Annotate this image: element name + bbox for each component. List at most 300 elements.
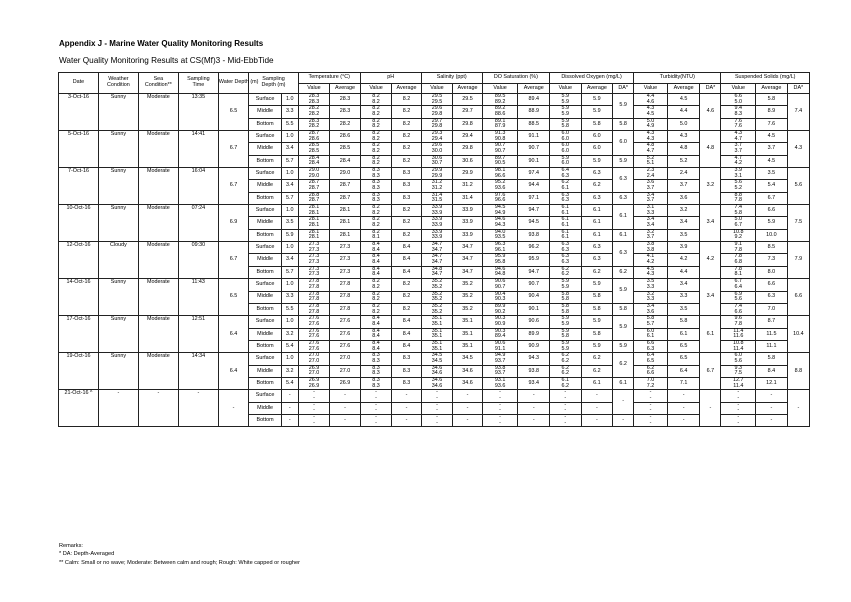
cell-level: Bottom — [249, 377, 282, 389]
cell-ph-average: 8.2 — [392, 291, 421, 303]
cell-dosat-values: 90.3 90.9 — [482, 316, 518, 328]
cell-salinity-average: 35.2 — [453, 279, 482, 291]
cell-ph-average: 8.3 — [392, 192, 421, 204]
cell-do-values: 6.2 6.1 — [550, 180, 582, 192]
cell-temp-average: 27.6 — [330, 316, 360, 328]
cell-do-average: 6.1 — [581, 205, 613, 217]
table-title: Water Quality Monitoring Results at CS(Mf)3 - Mid-EbbTide — [59, 56, 274, 65]
cell-do-average: 5.8 — [581, 303, 613, 315]
cell-weather: Sunny — [98, 205, 138, 242]
cell-ss-values: - - — [721, 390, 756, 402]
cell-ss-da: 4.3 — [787, 131, 809, 168]
cell-do-average: 6.3 — [581, 254, 613, 266]
cell-turbidity-average: - — [667, 414, 700, 426]
cell-ss-average: 8.7 — [756, 316, 788, 328]
cell-ss-values: 10.8 11.4 — [721, 340, 756, 352]
cell-temp-values: 27.6 27.6 — [298, 316, 330, 328]
subheader-value: Value — [360, 84, 392, 94]
cell-dosat-average: 93.4 — [518, 377, 550, 389]
cell-ss-average: 8.5 — [756, 242, 788, 254]
cell-sampling-depth: 1.0 — [281, 94, 298, 106]
cell-ph-average: 8.3 — [392, 377, 421, 389]
cell-dosat-values: 97.6 96.6 — [482, 192, 518, 204]
cell-ph-average: 8.2 — [392, 143, 421, 155]
cell-temp-average: 28.7 — [330, 192, 360, 204]
cell-temp-average: - — [330, 414, 360, 426]
header-sea: Sea Condition** — [138, 73, 178, 94]
cell-temp-average: 27.0 — [330, 353, 360, 365]
cell-ph-values: 8.3 8.3 — [360, 377, 392, 389]
table-row — [59, 94, 810, 106]
cell-ph-average: 8.4 — [392, 242, 421, 254]
cell-temp-values: 28.3 28.2 — [298, 118, 330, 130]
cell-dosat-average: 94.3 — [518, 353, 550, 365]
cell-ph-values: 8.2 8.2 — [360, 131, 392, 143]
cell-ss-values: 7.6 7.6 — [721, 118, 756, 130]
cell-temp-values: - - — [298, 402, 330, 414]
cell-water-depth: 6.7 — [218, 242, 248, 279]
cell-ss-average: 11.1 — [756, 340, 788, 352]
cell-sampling-depth: 5.4 — [281, 377, 298, 389]
cell-turbidity-average: 3.6 — [667, 192, 700, 204]
cell-dosat-average: 88.9 — [518, 106, 550, 118]
cell-turbidity-values: 5.2 5.1 — [634, 155, 668, 167]
cell-turbidity-average: 5.8 — [667, 316, 700, 328]
cell-do-values: 6.3 6.3 — [550, 192, 582, 204]
cell-dosat-values: 89.5 89.2 — [482, 94, 518, 106]
cell-dosat-values: 94.6 94.8 — [482, 266, 518, 278]
cell-turbidity-average: 6.5 — [667, 340, 700, 352]
cell-do-values: 5.9 5.8 — [550, 328, 582, 340]
cell-do-da: 6.3 — [613, 242, 634, 267]
cell-sea-condition: - — [138, 390, 178, 427]
cell-salinity-values: 34.5 34.5 — [421, 353, 453, 365]
cell-salinity-values: - - — [421, 390, 453, 402]
cell-ph-average: - — [392, 390, 421, 402]
cell-sampling-depth: - — [281, 402, 298, 414]
cell-level: Middle — [249, 143, 282, 155]
cell-date: 14-Oct-16 — [59, 279, 99, 316]
cell-temp-values: 28.7 28.6 — [298, 131, 330, 143]
cell-temp-values: 27.8 27.8 — [298, 291, 330, 303]
cell-turbidity-values: 3.4 3.4 — [634, 217, 668, 229]
cell-weather: Sunny — [98, 94, 138, 131]
cell-sampling-time: 16:04 — [178, 168, 218, 205]
cell-do-da: 6.1 — [613, 205, 634, 230]
cell-do-values: 5.8 5.8 — [550, 291, 582, 303]
cell-salinity-values: 33.9 33.9 — [421, 205, 453, 217]
cell-turbidity-values: - - — [634, 414, 668, 426]
cell-salinity-average: 35.2 — [453, 291, 482, 303]
cell-sea-condition: Moderate — [138, 353, 178, 390]
cell-ss-values: 3.7 3.7 — [721, 143, 756, 155]
cell-sampling-depth: 5.5 — [281, 118, 298, 130]
cell-ss-average: 3.5 — [756, 168, 788, 180]
cell-ph-average: 8.3 — [392, 365, 421, 377]
cell-sampling-depth: 3.3 — [281, 106, 298, 118]
cell-salinity-average: 33.9 — [453, 205, 482, 217]
remarks-title: Remarks: — [59, 543, 83, 549]
cell-ph-values: 8.2 8.2 — [360, 303, 392, 315]
cell-temp-average: 28.3 — [330, 106, 360, 118]
cell-ph-average: 8.4 — [392, 328, 421, 340]
cell-level: Middle — [249, 328, 282, 340]
cell-level: Bottom — [249, 340, 282, 352]
cell-dosat-values: 90.3 89.4 — [482, 328, 518, 340]
cell-dosat-average: 93.8 — [518, 365, 550, 377]
subheader-da: DA* — [787, 84, 809, 94]
cell-dosat-values: 95.2 93.6 — [482, 180, 518, 192]
cell-salinity-average: 34.7 — [453, 266, 482, 278]
table-row — [59, 242, 810, 254]
cell-salinity-average: 35.2 — [453, 303, 482, 315]
cell-ss-average: 6.7 — [756, 192, 788, 204]
cell-level: Middle — [249, 402, 282, 414]
cell-ss-average: 6.3 — [756, 291, 788, 303]
cell-do-average: 6.3 — [581, 168, 613, 180]
cell-level: Bottom — [249, 118, 282, 130]
cell-temp-values: 27.0 27.0 — [298, 353, 330, 365]
cell-temp-average: 27.8 — [330, 279, 360, 291]
subheader-average: Average — [518, 84, 550, 94]
cell-ph-values: 8.3 8.3 — [360, 168, 392, 180]
header-sampling-depth: Sampling Depth (m) — [249, 73, 298, 94]
cell-level: Middle — [249, 217, 282, 229]
cell-do-values: 6.2 6.2 — [550, 365, 582, 377]
cell-sampling-time: 13:35 — [178, 94, 218, 131]
cell-date: 5-Oct-16 — [59, 131, 99, 168]
cell-dosat-average: 97.1 — [518, 192, 550, 204]
cell-ph-values: 8.2 8.2 — [360, 205, 392, 217]
cell-ph-values: 8.2 8.2 — [360, 155, 392, 167]
cell-ss-average: 5.9 — [756, 217, 788, 229]
cell-dosat-average: 94.4 — [518, 180, 550, 192]
cell-do-average: 5.9 — [581, 155, 613, 167]
cell-dosat-values: 93.8 93.7 — [482, 365, 518, 377]
cell-ss-da: 6.6 — [787, 279, 809, 316]
subheader-average: Average — [330, 84, 360, 94]
cell-ss-da: 7.9 — [787, 242, 809, 279]
cell-dosat-average: 90.1 — [518, 155, 550, 167]
cell-salinity-values: 33.9 33.9 — [421, 217, 453, 229]
cell-ss-average: 5.8 — [756, 353, 788, 365]
cell-turbidity-average: - — [667, 402, 700, 414]
subheader-average: Average — [667, 84, 700, 94]
cell-ss-average: 12.1 — [756, 377, 788, 389]
cell-do-average: 6.2 — [581, 353, 613, 365]
cell-do-average: 6.2 — [581, 266, 613, 278]
cell-ss-da: 8.8 — [787, 353, 809, 390]
cell-level: Bottom — [249, 266, 282, 278]
cell-do-average: 5.9 — [581, 340, 613, 352]
cell-level: Bottom — [249, 414, 282, 426]
cell-ss-values: 11.4 11.6 — [721, 328, 756, 340]
cell-dosat-values: 95.9 95.8 — [482, 254, 518, 266]
cell-temp-average: 28.4 — [330, 155, 360, 167]
cell-ss-da: 7.4 — [787, 94, 809, 131]
cell-do-values: 6.3 6.3 — [550, 242, 582, 254]
cell-turbidity-average: 4.8 — [667, 143, 700, 155]
cell-salinity-values: 29.6 29.8 — [421, 106, 453, 118]
cell-dosat-average: 90.6 — [518, 316, 550, 328]
cell-level: Surface — [249, 242, 282, 254]
cell-temp-values: 28.1 28.1 — [298, 229, 330, 241]
cell-turbidity-average: 3.5 — [667, 229, 700, 241]
cell-sampling-time: 14:41 — [178, 131, 218, 168]
cell-do-average: 6.1 — [581, 229, 613, 241]
cell-turbidity-values: 3.2 3.3 — [634, 291, 668, 303]
cell-salinity-values: 34.7 34.7 — [421, 242, 453, 254]
cell-do-average: 5.8 — [581, 328, 613, 340]
cell-salinity-values: 31.2 31.2 — [421, 180, 453, 192]
cell-do-values: 6.1 6.2 — [550, 377, 582, 389]
cell-ph-values: 8.2 8.2 — [360, 94, 392, 106]
cell-turbidity-average: 3.3 — [667, 291, 700, 303]
cell-ss-values: 5.6 5.2 — [721, 180, 756, 192]
cell-ss-values: 7.4 5.8 — [721, 205, 756, 217]
header-suspended-solids: Suspended Solids (mg/L) — [721, 73, 810, 84]
cell-sampling-depth: 5.5 — [281, 303, 298, 315]
cell-turbidity-average: 3.4 — [667, 217, 700, 229]
subheader-average: Average — [756, 84, 788, 94]
cell-ss-da: 5.6 — [787, 168, 809, 205]
table-row — [59, 353, 810, 365]
cell-do-da-bottom: 5.8 — [613, 303, 634, 315]
cell-dosat-average: 88.5 — [518, 118, 550, 130]
cell-level: Surface — [249, 353, 282, 365]
cell-do-da-bottom: 5.9 — [613, 155, 634, 167]
cell-sampling-depth: 3.5 — [281, 217, 298, 229]
cell-dosat-values: - - — [482, 402, 518, 414]
cell-turbidity-average: 4.2 — [667, 254, 700, 266]
cell-salinity-average: 35.1 — [453, 328, 482, 340]
cell-turbidity-average: 5.0 — [667, 118, 700, 130]
cell-ph-values: - - — [360, 402, 392, 414]
cell-weather: Sunny — [98, 353, 138, 390]
cell-sampling-time: 12:51 — [178, 316, 218, 353]
cell-temp-average: 28.1 — [330, 229, 360, 241]
cell-date: 3-Oct-16 — [59, 94, 99, 131]
cell-dosat-values: - - — [482, 390, 518, 402]
cell-weather: Sunny — [98, 131, 138, 168]
cell-dosat-values: 89.9 90.2 — [482, 303, 518, 315]
cell-turbidity-values: 3.8 3.8 — [634, 242, 668, 254]
cell-temp-average: 27.3 — [330, 254, 360, 266]
cell-sampling-depth: 3.4 — [281, 254, 298, 266]
cell-salinity-average: 34.6 — [453, 365, 482, 377]
cell-ss-values: 4.3 4.7 — [721, 131, 756, 143]
cell-turbidity-values: - - — [634, 390, 668, 402]
cell-dosat-average: 94.7 — [518, 266, 550, 278]
cell-sampling-depth: 3.4 — [281, 180, 298, 192]
cell-turbidity-average: 4.3 — [667, 131, 700, 143]
cell-do-values: - - — [550, 414, 582, 426]
cell-temp-average: 27.6 — [330, 328, 360, 340]
cell-ph-average: 8.4 — [392, 340, 421, 352]
cell-ss-average: 3.7 — [756, 143, 788, 155]
cell-temp-values: 28.8 28.7 — [298, 192, 330, 204]
cell-do-da-bottom: 5.8 — [613, 118, 634, 130]
cell-turbidity-average: 3.5 — [667, 303, 700, 315]
cell-salinity-average: 29.8 — [453, 118, 482, 130]
cell-do-average: 6.0 — [581, 131, 613, 143]
cell-temp-values: 28.5 28.5 — [298, 143, 330, 155]
cell-sampling-depth: 1.0 — [281, 131, 298, 143]
cell-turbidity-values: - - — [634, 402, 668, 414]
header-date: Date — [59, 73, 99, 94]
cell-turbidity-values: 4.3 4.3 — [634, 131, 668, 143]
cell-ss-values: - - — [721, 402, 756, 414]
subheader-value: Value — [721, 84, 756, 94]
cell-turbidity-average: 3.9 — [667, 242, 700, 254]
cell-salinity-values: 33.9 33.9 — [421, 229, 453, 241]
cell-ss-average: - — [756, 402, 788, 414]
cell-sampling-time: 11:43 — [178, 279, 218, 316]
cell-do-da-bottom: 6.1 — [613, 377, 634, 389]
cell-salinity-values: 35.2 35.2 — [421, 279, 453, 291]
cell-ss-values: 9.1 7.8 — [721, 242, 756, 254]
cell-ss-average: 7.6 — [756, 118, 788, 130]
cell-temp-average: 28.3 — [330, 94, 360, 106]
cell-ss-da: 7.5 — [787, 205, 809, 242]
cell-turbidity-values: 6.0 6.1 — [634, 328, 668, 340]
cell-level: Surface — [249, 390, 282, 402]
cell-weather: Sunny — [98, 279, 138, 316]
cell-salinity-average: - — [453, 414, 482, 426]
cell-ph-values: 8.4 8.4 — [360, 266, 392, 278]
cell-do-average: 6.2 — [581, 180, 613, 192]
header-water-depth: Water Depth (m) — [218, 73, 248, 94]
cell-weather: Sunny — [98, 168, 138, 205]
cell-dosat-values: 89.7 90.5 — [482, 155, 518, 167]
cell-do-da: 6.2 — [613, 353, 634, 378]
cell-temp-average: 27.6 — [330, 340, 360, 352]
cell-salinity-values: 34.8 34.7 — [421, 266, 453, 278]
cell-do-da-bottom: 6.1 — [613, 229, 634, 241]
cell-turbidity-da: 6.1 — [700, 316, 721, 353]
cell-ph-average: 8.3 — [392, 353, 421, 365]
cell-do-values: 6.1 6.1 — [550, 205, 582, 217]
cell-ph-average: 8.2 — [392, 106, 421, 118]
cell-temp-average: 28.1 — [330, 205, 360, 217]
cell-level: Bottom — [249, 303, 282, 315]
cell-do-da: - — [613, 390, 634, 415]
cell-ss-values: 7.8 8.1 — [721, 266, 756, 278]
cell-sampling-depth: 5.9 — [281, 229, 298, 241]
cell-turbidity-average: 4.4 — [667, 266, 700, 278]
cell-ss-values: 10.8 9.2 — [721, 229, 756, 241]
cell-do-values: 6.2 6.2 — [550, 353, 582, 365]
subheader-average: Average — [581, 84, 613, 94]
cell-do-values: 5.9 5.9 — [550, 340, 582, 352]
cell-salinity-average: 29.5 — [453, 94, 482, 106]
cell-do-values: 5.9 5.9 — [550, 316, 582, 328]
cell-temp-values: 26.9 26.9 — [298, 377, 330, 389]
cell-ss-average: 4.5 — [756, 155, 788, 167]
cell-sea-condition: Moderate — [138, 168, 178, 205]
cell-temp-average: 28.7 — [330, 180, 360, 192]
cell-dosat-values: 94.6 94.3 — [482, 217, 518, 229]
cell-temp-values: 27.8 27.8 — [298, 303, 330, 315]
cell-temp-average: 27.3 — [330, 266, 360, 278]
cell-ss-average: 7.3 — [756, 254, 788, 266]
cell-ss-values: 6.9 5.6 — [721, 291, 756, 303]
cell-turbidity-average: 4.5 — [667, 94, 700, 106]
cell-sampling-depth: 3.2 — [281, 328, 298, 340]
cell-temp-average: 28.2 — [330, 118, 360, 130]
cell-do-values: - - — [550, 402, 582, 414]
cell-temp-values: - - — [298, 390, 330, 402]
cell-dosat-values: 98.1 96.6 — [482, 168, 518, 180]
cell-sampling-time: 07:24 — [178, 205, 218, 242]
cell-temp-average: 26.9 — [330, 377, 360, 389]
cell-do-average: 5.8 — [581, 118, 613, 130]
cell-do-average: 6.0 — [581, 143, 613, 155]
cell-turbidity-da: 4.2 — [700, 242, 721, 279]
cell-dosat-average: 90.4 — [518, 291, 550, 303]
header-do-saturation: DO Saturation (%) — [482, 73, 549, 84]
cell-ph-values: 8.3 8.3 — [360, 365, 392, 377]
cell-dosat-values: 94.0 93.5 — [482, 229, 518, 241]
cell-temp-average: 27.3 — [330, 242, 360, 254]
cell-temp-values: 28.1 28.1 — [298, 205, 330, 217]
cell-salinity-average: - — [453, 390, 482, 402]
cell-dosat-values: 91.3 90.8 — [482, 131, 518, 143]
cell-temp-values: 28.2 28.2 — [298, 106, 330, 118]
cell-temp-average: 28.1 — [330, 217, 360, 229]
cell-level: Middle — [249, 180, 282, 192]
cell-do-average: 5.8 — [581, 291, 613, 303]
cell-turbidity-average: 4.4 — [667, 106, 700, 118]
cell-do-values: 6.1 6.1 — [550, 217, 582, 229]
cell-do-values: 6.0 6.0 — [550, 143, 582, 155]
table-row — [59, 279, 810, 291]
cell-level: Surface — [249, 94, 282, 106]
cell-temp-values: 27.6 27.6 — [298, 328, 330, 340]
subheader-da: DA* — [700, 84, 721, 94]
cell-water-depth: 6.9 — [218, 205, 248, 242]
cell-dosat-average: 93.8 — [518, 229, 550, 241]
cell-ph-average: 8.4 — [392, 254, 421, 266]
cell-level: Surface — [249, 279, 282, 291]
cell-sea-condition: Moderate — [138, 131, 178, 168]
cell-temp-values: 28.7 28.7 — [298, 180, 330, 192]
cell-ph-average: 8.2 — [392, 155, 421, 167]
cell-level: Bottom — [249, 229, 282, 241]
cell-do-da: 5.9 — [613, 279, 634, 304]
subheader-da: DA* — [613, 84, 634, 94]
cell-ss-values: 9.4 8.3 — [721, 106, 756, 118]
cell-ss-da: - — [787, 390, 809, 427]
cell-ph-values: 8.2 8.2 — [360, 291, 392, 303]
cell-do-da: 6.3 — [613, 168, 634, 193]
cell-date: 7-Oct-16 — [59, 168, 99, 205]
cell-level: Middle — [249, 106, 282, 118]
cell-sampling-depth: 1.0 — [281, 168, 298, 180]
cell-do-average: - — [581, 414, 613, 426]
header-dissolved-oxygen: Dissolved Oxygen (mg/L) — [550, 73, 634, 84]
cell-turbidity-values: 4.4 4.6 — [634, 94, 668, 106]
cell-salinity-average: 29.4 — [453, 131, 482, 143]
cell-ph-values: 8.3 8.3 — [360, 353, 392, 365]
cell-sampling-depth: 3.4 — [281, 143, 298, 155]
cell-ss-average: 8.4 — [756, 365, 788, 377]
cell-salinity-values: 29.5 29.5 — [421, 94, 453, 106]
cell-salinity-average: 34.7 — [453, 254, 482, 266]
cell-ss-values: 12.7 11.4 — [721, 377, 756, 389]
cell-ph-average: 8.2 — [392, 217, 421, 229]
cell-ss-values: 3.9 3.1 — [721, 168, 756, 180]
